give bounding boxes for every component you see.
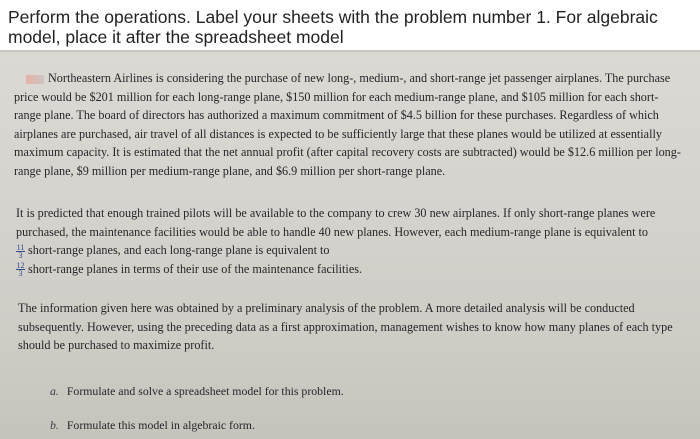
fraction-long-equivalent	[16, 262, 25, 277]
task-a-text: Formulate and solve a spreadsheet model for this problem.	[66, 384, 344, 398]
paragraph-2-text-b: short-range planes, and each long-range plane is equivalent to	[28, 243, 330, 258]
fraction-2-denominator: 3	[16, 269, 25, 277]
problem-paragraph-1	[14, 69, 684, 181]
task-b-letter: b.	[50, 418, 59, 432]
question-header	[0, 0, 700, 50]
paragraph-2-text-a: It is predicted that enough trained pilots will be available to the company to crew 30 new airplanes. If only short-range planes were purchased, the maintenance facilities would be able to handle 40 new planes. However, each medium-range plane is equivalent to	[16, 206, 656, 239]
fraction-1-denominator: 3	[16, 251, 25, 259]
problem-paragraph-2	[16, 204, 688, 278]
textbook-page-photo	[0, 52, 700, 439]
paragraph-1-text: Northeastern Airlines is considering the purchase of new long-, medium-, and short-range jet passenger airplanes. The purchase price would be $201 million for each long-range plane, $150 million for each medium-range plane, and $105 million for each short-range plane. The board of directors has authorized a maximum commitment of $4.5 billion for these purchases. Regardless of which airplanes are purchased, air travel of all distances is expected to be sufficiently large that these planes would be utilized at essentially maximum capacity. It is estimated that the net annual profit (after capital recovery costs are subtracted) would be $12.6 million per long-range plane, $9 million per medium-range plane, and $6.9 million per short-range plane.	[14, 71, 681, 178]
fraction-2-numerator: 12	[16, 261, 25, 271]
instruction-text: Perform the operations. Label your sheets with the problem number 1. For algebraic model, place it after the spreadsheet model	[8, 7, 658, 47]
fraction-medium-equivalent	[16, 244, 25, 259]
task-a-letter: a.	[50, 384, 59, 398]
task-item-a	[50, 384, 344, 399]
task-item-b	[50, 418, 255, 433]
highlight-marker	[26, 75, 44, 84]
problem-paragraph-3: The information given here was obtained by a preliminary analysis of the problem. A more detailed analysis will be conducted subsequently. However, using the preceding data as a first approximation, management wishes to know how many planes of each type should be purchased to maximize profit.	[18, 301, 673, 353]
fraction-1-numerator: 11	[16, 242, 25, 252]
task-b-text: Formulate this model in algebraic form.	[66, 418, 255, 432]
paragraph-2-text-c: short-range planes in terms of their use of the maintenance facilities.	[28, 261, 363, 276]
